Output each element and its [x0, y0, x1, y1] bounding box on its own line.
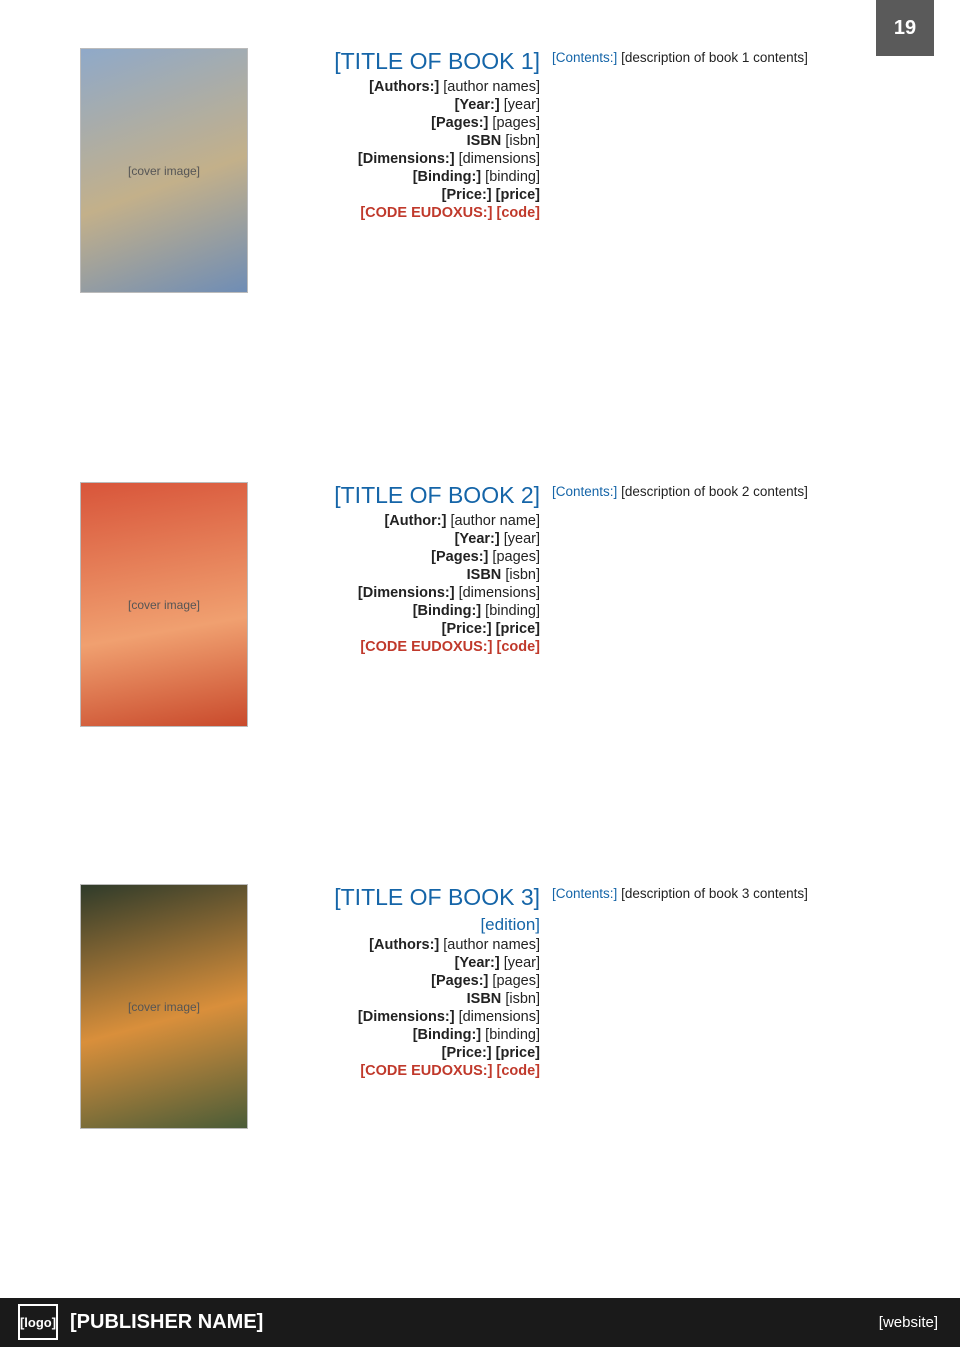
year-1: [year]	[503, 97, 540, 113]
book-cover-2: [cover image]	[80, 482, 248, 727]
code-1: [code]	[496, 205, 540, 221]
book-description-2	[552, 482, 942, 501]
desc-label-3: [Contents:]	[552, 886, 618, 901]
book-cover-1: [cover image]	[80, 48, 248, 293]
desc-label-2: [Contents:]	[552, 484, 618, 499]
code-2: [code]	[496, 639, 540, 655]
desc-text-1: [description of book 1 contents]	[621, 50, 808, 65]
year-3: [year]	[503, 955, 540, 971]
book-title-2: [TITLE OF BOOK 2]	[334, 482, 540, 508]
publisher-name: [PUBLISHER NAME]	[70, 1311, 264, 1333]
binding-1: [binding]	[485, 169, 540, 185]
pages-3: [pages]	[492, 973, 540, 989]
isbn-label-1: ISBN	[466, 133, 502, 149]
binding-3: [binding]	[485, 1027, 540, 1043]
isbn-2: [isbn]	[505, 567, 540, 583]
price-3: [price]	[495, 1045, 540, 1061]
book-meta-2	[270, 482, 540, 656]
dims-label-2: [Dimensions:]	[357, 585, 455, 601]
isbn-1: [isbn]	[505, 133, 540, 149]
price-label-3: [Price:]	[441, 1045, 492, 1061]
dims-label-3: [Dimensions:]	[357, 1009, 455, 1025]
pages-1: [pages]	[492, 115, 540, 131]
authors-2: [author name]	[450, 513, 540, 529]
book-title-3: [TITLE OF BOOK 3]	[334, 884, 540, 910]
year-label-2: [Year:]	[454, 531, 500, 547]
binding-label-1: [Binding:]	[412, 169, 482, 185]
price-label-1: [Price:]	[441, 187, 492, 203]
price-2: [price]	[495, 621, 540, 637]
footer-bar	[0, 1298, 960, 1347]
dims-label-1: [Dimensions:]	[357, 151, 455, 167]
price-label-2: [Price:]	[441, 621, 492, 637]
book-cover-3: [cover image]	[80, 884, 248, 1129]
page-number: 19	[876, 0, 934, 56]
authors-3: [author names]	[443, 937, 540, 953]
pages-label-3: [Pages:]	[431, 973, 489, 989]
authors-label-2: [Author:]	[384, 513, 447, 529]
dims-1: [dimensions]	[458, 151, 540, 167]
desc-label-1: [Contents:]	[552, 50, 618, 65]
binding-label-3: [Binding:]	[412, 1027, 482, 1043]
binding-2: [binding]	[485, 603, 540, 619]
book-title-1: [TITLE OF BOOK 1]	[334, 48, 540, 74]
code-3: [code]	[496, 1063, 540, 1079]
isbn-label-2: ISBN	[466, 567, 502, 583]
dims-3: [dimensions]	[458, 1009, 540, 1025]
book-edition-3: [edition]	[480, 915, 540, 934]
pages-label-2: [Pages:]	[431, 549, 489, 565]
isbn-3: [isbn]	[505, 991, 540, 1007]
code-label-3: [CODE EUDOXUS:]	[360, 1063, 493, 1079]
website-link[interactable]: [website]	[878, 1314, 938, 1331]
binding-label-2: [Binding:]	[412, 603, 482, 619]
isbn-label-3: ISBN	[466, 991, 502, 1007]
authors-1: [author names]	[443, 79, 540, 95]
book-meta-1	[270, 48, 540, 222]
book-meta-3	[270, 884, 540, 1080]
book-description-3	[552, 884, 942, 903]
pages-label-1: [Pages:]	[431, 115, 489, 131]
desc-text-3: [description of book 3 contents]	[621, 886, 808, 901]
publisher-logo-icon: [logo]	[18, 1304, 58, 1340]
pages-2: [pages]	[492, 549, 540, 565]
authors-label-1: [Authors:]	[369, 79, 440, 95]
year-label-3: [Year:]	[454, 955, 500, 971]
code-label-1: [CODE EUDOXUS:]	[360, 205, 493, 221]
book-description-1	[552, 48, 942, 67]
authors-label-3: [Authors:]	[369, 937, 440, 953]
year-2: [year]	[503, 531, 540, 547]
price-1: [price]	[495, 187, 540, 203]
code-label-2: [CODE EUDOXUS:]	[360, 639, 493, 655]
dims-2: [dimensions]	[458, 585, 540, 601]
year-label-1: [Year:]	[454, 97, 500, 113]
desc-text-2: [description of book 2 contents]	[621, 484, 808, 499]
